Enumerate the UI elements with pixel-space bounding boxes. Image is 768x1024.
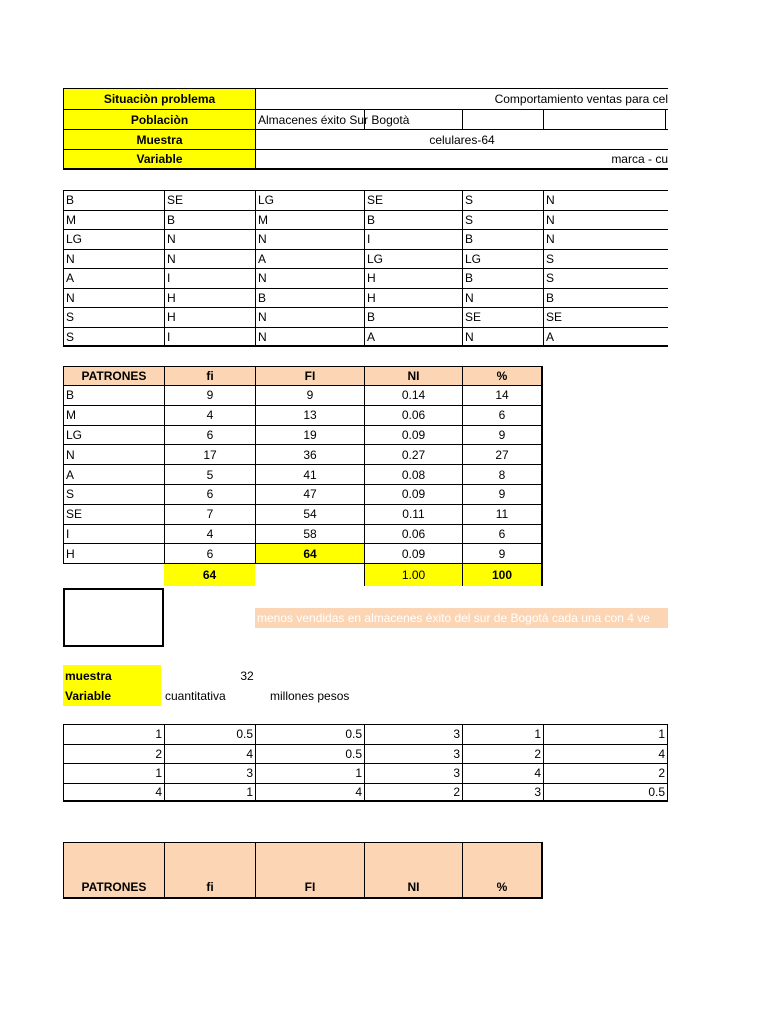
num-cell[interactable]: 3 [364,744,462,764]
freq-cell[interactable]: 8 [462,465,543,485]
header-label-variable[interactable]: Variable [63,149,256,170]
raw-cell[interactable]: B [364,308,462,328]
header-label-poblacion[interactable]: Poblaciòn [63,109,256,129]
freq-cell[interactable]: SE [63,505,164,525]
freq-cell[interactable]: 7 [164,505,255,525]
raw-cell[interactable]: S [462,191,543,211]
raw-cell[interactable]: H [164,289,255,309]
freq-cell[interactable]: 14 [462,386,543,406]
freq-cell[interactable]: 4 [164,525,255,545]
raw-cell[interactable]: S [543,250,668,270]
num-cell[interactable]: 0.5 [255,744,364,764]
freq-cell[interactable]: 0.09 [364,544,462,564]
num-cell[interactable]: 3 [364,763,462,783]
raw-cell[interactable]: A [543,328,668,348]
freq-header-0[interactable]: PATRONES [63,366,164,386]
num-cell[interactable]: 2 [462,744,543,764]
freq-cell[interactable]: I [63,525,164,545]
raw-cell[interactable]: B [462,269,543,289]
freq-cell[interactable]: 6 [462,525,543,545]
raw-cell[interactable]: I [164,269,255,289]
num-cell[interactable]: 0.5 [543,783,668,803]
num-cell[interactable]: 0.5 [164,724,255,744]
header-value-situacion[interactable]: Comportamiento ventas para cel [256,88,668,109]
freq-cell[interactable]: 0.27 [364,445,462,465]
freq-header-3[interactable]: NI [364,366,462,386]
raw-cell[interactable]: A [364,328,462,348]
num-cell[interactable]: 1 [462,724,543,744]
freq-cell[interactable]: 41 [255,465,364,485]
freq-cell[interactable]: 58 [255,525,364,545]
table2-header-2[interactable]: FI [255,842,364,899]
raw-cell[interactable]: N [543,211,668,231]
raw-cell[interactable]: LG [63,230,164,250]
freq-cell[interactable]: 0.08 [364,465,462,485]
raw-cell[interactable]: N [543,230,668,250]
freq-cell[interactable]: 47 [255,485,364,505]
raw-cell[interactable]: B [462,230,543,250]
raw-cell[interactable]: LG [462,250,543,270]
raw-cell[interactable]: S [63,308,164,328]
grid-line [462,109,463,129]
raw-cell[interactable]: B [164,211,255,231]
num-cell[interactable]: 2 [364,783,462,803]
raw-cell[interactable]: A [63,269,164,289]
header-value-poblacion[interactable]: Almacenes éxito Sur Bogotà [256,109,668,129]
raw-cell[interactable]: N [164,250,255,270]
num-cell[interactable]: 1 [63,763,164,783]
num-cell[interactable]: 4 [164,744,255,764]
variable-label[interactable]: Variable [63,686,161,706]
freq-cell[interactable]: S [63,485,164,505]
unit-label[interactable]: millones pesos [270,689,350,703]
grid-line [364,109,365,129]
raw-cell[interactable]: M [255,211,364,231]
conclusion-banner[interactable]: menos vendidas en almacenes éxito del sur de Bogotá cada una con 4 ve [255,608,668,628]
freq-total-fi[interactable]: 64 [164,564,255,586]
raw-cell[interactable]: I [364,230,462,250]
freq-total-ni[interactable]: 1.00 [364,564,462,586]
table2-header-1[interactable]: fi [164,842,255,899]
raw-cell[interactable]: B [63,191,164,211]
empty-box [63,588,164,647]
raw-cell[interactable]: I [164,328,255,348]
raw-cell[interactable]: SE [462,308,543,328]
freq-cell[interactable]: 9 [462,544,543,564]
freq-cell[interactable]: 5 [164,465,255,485]
raw-cell[interactable]: H [364,269,462,289]
freq-cell[interactable]: 9 [462,485,543,505]
num-cell[interactable]: 0.5 [255,724,364,744]
freq-cell[interactable]: 0.11 [364,505,462,525]
freq-cell[interactable]: N [63,445,164,465]
num-cell[interactable]: 1 [164,783,255,803]
num-cell[interactable]: 2 [543,763,668,783]
table2-header-4[interactable]: % [462,842,543,899]
raw-cell[interactable]: N [543,191,668,211]
freq-cell[interactable]: 36 [255,445,364,465]
num-cell[interactable]: 3 [462,783,543,803]
raw-cell[interactable]: LG [255,191,364,211]
raw-data-table [63,190,668,347]
freq-cell[interactable]: H [63,544,164,564]
num-cell[interactable]: 3 [164,763,255,783]
raw-cell[interactable]: N [255,308,364,328]
raw-cell[interactable]: SE [164,191,255,211]
header-label-muestra[interactable]: Muestra [63,129,256,149]
frequency-table-2 [63,842,544,899]
header-label-situacion[interactable]: Situaciòn problema [63,88,256,109]
freq-cell[interactable]: 13 [255,406,364,426]
freq-cell[interactable]: 6 [164,485,255,505]
num-cell[interactable]: 1 [63,724,164,744]
num-cell[interactable]: 1 [255,763,364,783]
raw-cell[interactable]: S [462,211,543,231]
freq-cell[interactable]: 54 [255,505,364,525]
table2-header-3[interactable]: NI [364,842,462,899]
raw-cell[interactable]: H [164,308,255,328]
freq-cell[interactable]: 9 [164,386,255,406]
raw-cell[interactable]: N [462,289,543,309]
raw-cell[interactable]: B [364,211,462,231]
raw-cell[interactable]: H [364,289,462,309]
freq-cell[interactable]: 0.09 [364,485,462,505]
num-cell[interactable]: 3 [364,724,462,744]
freq-header-4[interactable]: % [462,366,543,386]
header-value-muestra[interactable]: celulares-64 [256,129,668,149]
freq-cell[interactable]: 0.09 [364,426,462,446]
freq-cell[interactable]: 27 [462,445,543,465]
raw-cell[interactable]: SE [543,308,668,328]
freq-cell[interactable]: B [63,386,164,406]
freq-cell[interactable]: 17 [164,445,255,465]
freq-total-pct[interactable]: 100 [462,564,543,586]
num-cell[interactable]: 1 [543,724,668,744]
grid-line [255,88,256,170]
raw-cell[interactable]: M [63,211,164,231]
num-cell[interactable]: 4 [63,783,164,803]
raw-cell[interactable]: SE [364,191,462,211]
grid-line [543,109,544,129]
freq-cell[interactable]: M [63,406,164,426]
raw-cell[interactable]: N [255,269,364,289]
num-cell[interactable]: 4 [543,744,668,764]
header-value-variable[interactable]: marca - cu [256,149,668,170]
raw-cell[interactable]: S [63,328,164,348]
num-cell[interactable]: 4 [462,763,543,783]
grid-line [665,109,666,129]
muestra-value[interactable]: 32 [240,668,254,683]
freq-cell[interactable]: 6 [164,426,255,446]
freq-cell[interactable]: 6 [462,406,543,426]
raw-cell[interactable]: N [164,230,255,250]
freq-cell[interactable]: 6 [164,544,255,564]
raw-cell[interactable]: N [63,250,164,270]
raw-cell[interactable]: N [63,289,164,309]
variable-value[interactable]: cuantitativa [165,689,226,703]
numeric-data-table [63,724,668,804]
freq-cell[interactable]: 0.14 [364,386,462,406]
table2-header-0[interactable]: PATRONES [63,842,164,899]
num-cell[interactable]: 4 [255,783,364,803]
freq-cell[interactable]: LG [63,426,164,446]
freq-cell[interactable]: 9 [255,386,364,406]
freq-cell[interactable]: 0.06 [364,406,462,426]
raw-cell[interactable]: B [255,289,364,309]
freq-cell[interactable]: 19 [255,426,364,446]
freq-header-1[interactable]: fi [164,366,255,386]
freq-header-2[interactable]: FI [255,366,364,386]
freq-cell[interactable]: 0.06 [364,525,462,545]
raw-cell[interactable]: N [255,328,364,348]
raw-cell[interactable]: N [255,230,364,250]
raw-cell[interactable]: S [543,269,668,289]
raw-cell[interactable]: B [543,289,668,309]
raw-cell[interactable]: LG [364,250,462,270]
freq-cell[interactable]: A [63,465,164,485]
num-cell[interactable]: 2 [63,744,164,764]
muestra-label[interactable]: muestra [63,665,161,686]
frequency-table [63,366,544,590]
freq-cell[interactable]: 64 [255,544,364,564]
raw-cell[interactable]: A [255,250,364,270]
raw-cell[interactable]: N [462,328,543,348]
freq-cell[interactable]: 4 [164,406,255,426]
freq-cell[interactable]: 9 [462,426,543,446]
freq-cell[interactable]: 11 [462,505,543,525]
